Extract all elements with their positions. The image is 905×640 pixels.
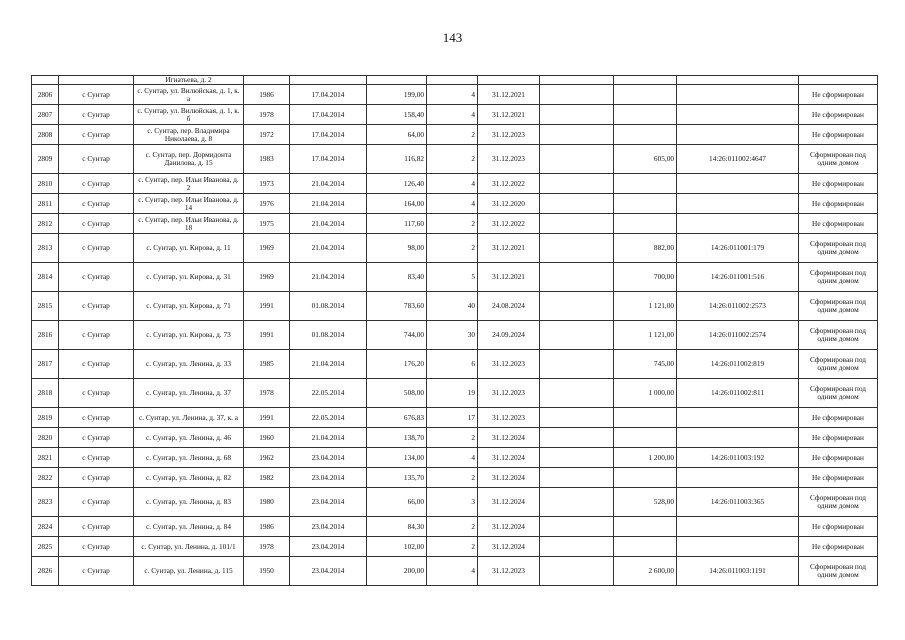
cell-status: Сформирован под одним домом <box>799 557 878 586</box>
cell-area: 508,00 <box>367 379 427 408</box>
cell-status: Не сформирован <box>799 468 878 488</box>
cell-cadastral <box>677 105 799 125</box>
cell-year: 1991 <box>244 321 290 350</box>
cell-deadline: 31.12.2023 <box>478 379 540 408</box>
cell-cadastral <box>677 125 799 145</box>
cell-cost <box>614 428 677 448</box>
cell-status: Сформирован под одним домом <box>799 234 878 263</box>
cell-number: 2819 <box>32 408 59 428</box>
cell-settlement: с Сунтар <box>59 379 134 408</box>
cell-floors: 30 <box>427 321 478 350</box>
cell-area: 134,00 <box>367 448 427 468</box>
cell-deadline: 31.12.2023 <box>478 408 540 428</box>
cell-empty <box>540 537 614 557</box>
cell-date: 21.04.2014 <box>290 214 367 234</box>
cell-cadastral: 14:26:011002:4647 <box>677 145 799 174</box>
cell-floors: 3 <box>427 488 478 517</box>
cell-cost <box>614 517 677 537</box>
cell-cost <box>614 468 677 488</box>
cell-empty <box>540 321 614 350</box>
cell-date: 23.04.2014 <box>290 488 367 517</box>
table-row <box>32 379 878 408</box>
cell-floors: 2 <box>427 468 478 488</box>
cell-date: 21.04.2014 <box>290 194 367 214</box>
cell-area: 199,00 <box>367 85 427 105</box>
table-row <box>32 517 878 537</box>
cell-floors: 2 <box>427 234 478 263</box>
cell-settlement <box>59 76 134 85</box>
cell-deadline: 31.12.2023 <box>478 145 540 174</box>
cell-status: Сформирован под одним домом <box>799 145 878 174</box>
cell-date: 21.04.2014 <box>290 428 367 448</box>
cell-status: Не сформирован <box>799 214 878 234</box>
table-row <box>32 214 878 234</box>
cell-address: с. Сунтар, пер. Ильи Иванова, д. 18 <box>134 214 244 234</box>
table-row <box>32 125 878 145</box>
cell-status: Сформирован под одним домом <box>799 321 878 350</box>
cell-area: 744,00 <box>367 321 427 350</box>
cell-cost <box>614 214 677 234</box>
cell-year: 1962 <box>244 448 290 468</box>
cell-settlement: с Сунтар <box>59 194 134 214</box>
cell-year: 1975 <box>244 214 290 234</box>
cell-empty <box>540 468 614 488</box>
cell-date: 23.04.2014 <box>290 557 367 586</box>
cell-cadastral <box>677 517 799 537</box>
cell-settlement: с Сунтар <box>59 557 134 586</box>
cell-empty <box>540 557 614 586</box>
cell-area: 138,70 <box>367 428 427 448</box>
cell-status: Не сформирован <box>799 408 878 428</box>
cell-cost <box>614 537 677 557</box>
cell-cost: 882,00 <box>614 234 677 263</box>
cell-address: с. Сунтар, ул. Вилюйская, д. 1, к. а <box>134 85 244 105</box>
table-row <box>32 234 878 263</box>
cell-date: 17.04.2014 <box>290 105 367 125</box>
table-row <box>32 145 878 174</box>
cell-area: 116,82 <box>367 145 427 174</box>
table-row <box>32 350 878 379</box>
cell-number: 2820 <box>32 428 59 448</box>
cell-address: с. Сунтар, ул. Ленина, д. 115 <box>134 557 244 586</box>
cell-cost <box>614 85 677 105</box>
cell-address: с. Сунтар, ул. Ленина, д. 37 <box>134 379 244 408</box>
cell-number: 2824 <box>32 517 59 537</box>
cell-status: Не сформирован <box>799 537 878 557</box>
cell-address: с. Сунтар, ул. Ленина, д. 83 <box>134 488 244 517</box>
cell-settlement: с Сунтар <box>59 263 134 292</box>
cell-area: 176,20 <box>367 350 427 379</box>
cell-status: Не сформирован <box>799 125 878 145</box>
cell-number: 2807 <box>32 105 59 125</box>
cell-area: 126,40 <box>367 174 427 194</box>
table-body <box>32 76 878 586</box>
table-row <box>32 263 878 292</box>
table-row <box>32 76 878 85</box>
cell-settlement: с Сунтар <box>59 448 134 468</box>
cell-status: Не сформирован <box>799 448 878 468</box>
cell-cadastral: 14:26:011003:192 <box>677 448 799 468</box>
cell-status: Сформирован под одним домом <box>799 379 878 408</box>
cell-settlement: с Сунтар <box>59 125 134 145</box>
cell-cadastral: 14:26:011002:811 <box>677 379 799 408</box>
cell-cadastral: 14:26:011003:365 <box>677 488 799 517</box>
cell-deadline: 31.12.2023 <box>478 557 540 586</box>
cell-settlement: с Сунтар <box>59 428 134 448</box>
cell-deadline: 31.12.2024 <box>478 517 540 537</box>
cell-year: 1969 <box>244 263 290 292</box>
cell-number: 2812 <box>32 214 59 234</box>
cell-date: 23.04.2014 <box>290 448 367 468</box>
cell-status: Не сформирован <box>799 517 878 537</box>
cell-cost: 1 200,00 <box>614 448 677 468</box>
cell-deadline: 31.12.2021 <box>478 105 540 125</box>
cell-address: с. Сунтар, ул. Ленина, д. 84 <box>134 517 244 537</box>
cell-empty <box>540 234 614 263</box>
cell-cost: 1 121,00 <box>614 292 677 321</box>
cell-year: 1969 <box>244 234 290 263</box>
cell-settlement: с Сунтар <box>59 292 134 321</box>
cell-number: 2825 <box>32 537 59 557</box>
cell-cadastral <box>677 408 799 428</box>
cell-year: 1978 <box>244 379 290 408</box>
table-row <box>32 105 878 125</box>
cell-year: 1972 <box>244 125 290 145</box>
cell-floors: 4 <box>427 105 478 125</box>
cell-cost: 700,00 <box>614 263 677 292</box>
cell-number: 2813 <box>32 234 59 263</box>
cell-settlement: с Сунтар <box>59 85 134 105</box>
cell-date: 01.08.2014 <box>290 321 367 350</box>
cell-area: 676,83 <box>367 408 427 428</box>
cell-cadastral: 14:26:011001:516 <box>677 263 799 292</box>
table-row <box>32 321 878 350</box>
cell-year: 1982 <box>244 468 290 488</box>
cell-cadastral: 14:26:011002:2574 <box>677 321 799 350</box>
cell-number: 2810 <box>32 174 59 194</box>
cell-date: 23.04.2014 <box>290 537 367 557</box>
cell-cost: 605,00 <box>614 145 677 174</box>
cell-empty <box>540 85 614 105</box>
cell-empty <box>540 174 614 194</box>
cell-floors: 4 <box>427 194 478 214</box>
cell-deadline: 31.12.2024 <box>478 428 540 448</box>
cell-floors: 2 <box>427 214 478 234</box>
cell-number: 2806 <box>32 85 59 105</box>
cell-settlement: с Сунтар <box>59 537 134 557</box>
cell-cost <box>614 105 677 125</box>
cell-empty <box>540 488 614 517</box>
table-row <box>32 428 878 448</box>
cell-empty <box>540 428 614 448</box>
cell-number: 2815 <box>32 292 59 321</box>
cell-address: с. Сунтар, ул. Ленина, д. 37, к. а <box>134 408 244 428</box>
cell-floors: 2 <box>427 145 478 174</box>
cell-settlement: с Сунтар <box>59 408 134 428</box>
cell-address: с. Сунтар, ул. Ленина, д. 68 <box>134 448 244 468</box>
cell-area: 64,00 <box>367 125 427 145</box>
cell-floors: 4 <box>427 557 478 586</box>
cell-cost: 528,00 <box>614 488 677 517</box>
cell-floors: 2 <box>427 428 478 448</box>
cell-floors: 2 <box>427 537 478 557</box>
cell-date: 22.05.2014 <box>290 379 367 408</box>
cell-number: 2823 <box>32 488 59 517</box>
cell-deadline: 31.12.2020 <box>478 194 540 214</box>
cell-area: 83,40 <box>367 263 427 292</box>
cell-area: 66,00 <box>367 488 427 517</box>
cell-year <box>244 76 290 85</box>
cell-date <box>290 76 367 85</box>
cell-area: 84,30 <box>367 517 427 537</box>
cell-number: 2814 <box>32 263 59 292</box>
cell-cadastral <box>677 174 799 194</box>
cell-number: 2817 <box>32 350 59 379</box>
cell-year: 1978 <box>244 537 290 557</box>
table-row <box>32 292 878 321</box>
cell-date: 21.04.2014 <box>290 350 367 379</box>
cell-empty <box>540 350 614 379</box>
cell-cost <box>614 194 677 214</box>
cell-cadastral: 14:26:011003:1191 <box>677 557 799 586</box>
cell-cadastral <box>677 194 799 214</box>
table-row <box>32 408 878 428</box>
cell-cost: 1 121,00 <box>614 321 677 350</box>
table-row <box>32 537 878 557</box>
cell-address: с. Сунтар, ул. Ленина, д. 46 <box>134 428 244 448</box>
cell-number: 2811 <box>32 194 59 214</box>
cell-settlement: с Сунтар <box>59 488 134 517</box>
cell-address: с. Сунтар, ул. Вилюйская, д. 1, к. б <box>134 105 244 125</box>
cell-deadline: 31.12.2024 <box>478 448 540 468</box>
cell-address: с. Сунтар, ул. Кирова, д. 73 <box>134 321 244 350</box>
cell-cadastral <box>677 428 799 448</box>
cell-number: 2821 <box>32 448 59 468</box>
cell-cadastral <box>677 214 799 234</box>
cell-status: Не сформирован <box>799 85 878 105</box>
cell-status <box>799 76 878 85</box>
cell-floors: 2 <box>427 517 478 537</box>
cell-date: 17.04.2014 <box>290 85 367 105</box>
cell-deadline: 31.12.2024 <box>478 468 540 488</box>
cell-floors: 19 <box>427 379 478 408</box>
cell-floors: 5 <box>427 263 478 292</box>
cell-cadastral <box>677 85 799 105</box>
cell-deadline: 31.12.2021 <box>478 263 540 292</box>
cell-address: с. Сунтар, ул. Кирова, д. 11 <box>134 234 244 263</box>
cell-cadastral: 14:26:011002:819 <box>677 350 799 379</box>
cell-cadastral: 14:26:011001:179 <box>677 234 799 263</box>
housing-registry-table <box>31 75 878 586</box>
table-row <box>32 488 878 517</box>
cell-date: 17.04.2014 <box>290 125 367 145</box>
cell-year: 1991 <box>244 408 290 428</box>
cell-number: 2809 <box>32 145 59 174</box>
cell-deadline <box>478 76 540 85</box>
cell-date: 21.04.2014 <box>290 234 367 263</box>
cell-floors: 4 <box>427 174 478 194</box>
cell-deadline: 31.12.2024 <box>478 488 540 517</box>
cell-area: 135,70 <box>367 468 427 488</box>
cell-cost <box>614 125 677 145</box>
cell-deadline: 31.12.2024 <box>478 537 540 557</box>
cell-cadastral <box>677 468 799 488</box>
cell-year: 1991 <box>244 292 290 321</box>
cell-floors: 2 <box>427 125 478 145</box>
cell-number: 2816 <box>32 321 59 350</box>
cell-year: 1976 <box>244 194 290 214</box>
cell-cadastral <box>677 537 799 557</box>
cell-number: 2818 <box>32 379 59 408</box>
cell-year: 1985 <box>244 350 290 379</box>
cell-settlement: с Сунтар <box>59 517 134 537</box>
cell-empty <box>540 517 614 537</box>
cell-address: с. Сунтар, ул. Кирова, д. 71 <box>134 292 244 321</box>
cell-number: 2826 <box>32 557 59 586</box>
cell-year: 1978 <box>244 105 290 125</box>
cell-deadline: 31.12.2021 <box>478 85 540 105</box>
cell-settlement: с Сунтар <box>59 468 134 488</box>
cell-address: с. Сунтар, пер. Ильи Иванова, д. 14 <box>134 194 244 214</box>
cell-address: с. Сунтар, ул. Ленина, д. 82 <box>134 468 244 488</box>
cell-date: 22.05.2014 <box>290 408 367 428</box>
cell-date: 21.04.2014 <box>290 263 367 292</box>
cell-deadline: 31.12.2023 <box>478 350 540 379</box>
cell-status: Сформирован под одним домом <box>799 292 878 321</box>
cell-floors: 17 <box>427 408 478 428</box>
cell-year: 1986 <box>244 517 290 537</box>
cell-area <box>367 76 427 85</box>
cell-area: 783,60 <box>367 292 427 321</box>
cell-status: Не сформирован <box>799 194 878 214</box>
cell-cost: 1 000,00 <box>614 379 677 408</box>
cell-empty <box>540 105 614 125</box>
cell-area: 200,00 <box>367 557 427 586</box>
cell-settlement: с Сунтар <box>59 174 134 194</box>
cell-empty <box>540 448 614 468</box>
cell-cost <box>614 76 677 85</box>
cell-year: 1983 <box>244 145 290 174</box>
cell-deadline: 24.08.2024 <box>478 292 540 321</box>
cell-empty <box>540 408 614 428</box>
table-row <box>32 85 878 105</box>
cell-empty <box>540 145 614 174</box>
cell-area: 158,40 <box>367 105 427 125</box>
cell-area: 164,00 <box>367 194 427 214</box>
cell-empty <box>540 379 614 408</box>
cell-address: с. Сунтар, пер. Дормидонта Данилова, д. 15 <box>134 145 244 174</box>
cell-empty <box>540 292 614 321</box>
cell-status: Не сформирован <box>799 174 878 194</box>
cell-year: 1980 <box>244 488 290 517</box>
cell-deadline: 31.12.2022 <box>478 174 540 194</box>
cell-date: 17.04.2014 <box>290 145 367 174</box>
cell-status: Не сформирован <box>799 428 878 448</box>
cell-settlement: с Сунтар <box>59 145 134 174</box>
cell-number: 2808 <box>32 125 59 145</box>
cell-address: с. Сунтар, пер. Ильи Иванова, д. 2 <box>134 174 244 194</box>
cell-address: с. Сунтар, ул. Кирова, д. 31 <box>134 263 244 292</box>
cell-year: 1960 <box>244 428 290 448</box>
cell-address: с. Сунтар, ул. Ленина, д. 33 <box>134 350 244 379</box>
cell-status: Сформирован под одним домом <box>799 488 878 517</box>
table-row <box>32 194 878 214</box>
cell-date: 23.04.2014 <box>290 517 367 537</box>
cell-settlement: с Сунтар <box>59 350 134 379</box>
cell-status: Не сформирован <box>799 105 878 125</box>
cell-floors: 6 <box>427 350 478 379</box>
cell-empty <box>540 214 614 234</box>
table-row <box>32 174 878 194</box>
cell-settlement: с Сунтар <box>59 321 134 350</box>
table-row <box>32 448 878 468</box>
cell-number: 2822 <box>32 468 59 488</box>
cell-year: 1986 <box>244 85 290 105</box>
table-row <box>32 468 878 488</box>
cell-area: 98,00 <box>367 234 427 263</box>
cell-deadline: 31.12.2022 <box>478 214 540 234</box>
cell-cost: 745,00 <box>614 350 677 379</box>
cell-cost <box>614 408 677 428</box>
cell-floors: 4 <box>427 85 478 105</box>
cell-floors: 40 <box>427 292 478 321</box>
cell-deadline: 31.12.2021 <box>478 234 540 263</box>
cell-year: 1973 <box>244 174 290 194</box>
cell-address: с. Сунтар, пер. Владимира Николаева, д. 8 <box>134 125 244 145</box>
cell-cadastral <box>677 76 799 85</box>
cell-settlement: с Сунтар <box>59 234 134 263</box>
cell-date: 21.04.2014 <box>290 174 367 194</box>
cell-address: с. Сунтар, ул. Ленина, д. 101/1 <box>134 537 244 557</box>
cell-area: 102,00 <box>367 537 427 557</box>
cell-address: Игнатьева, д. 2 <box>134 76 244 85</box>
cell-area: 117,60 <box>367 214 427 234</box>
cell-status: Сформирован под одним домом <box>799 350 878 379</box>
cell-settlement: с Сунтар <box>59 105 134 125</box>
cell-number <box>32 76 59 85</box>
cell-year: 1950 <box>244 557 290 586</box>
cell-cadastral: 14:26:011002:2573 <box>677 292 799 321</box>
cell-status: Сформирован под одним домом <box>799 263 878 292</box>
page-number: 143 <box>442 30 463 45</box>
cell-empty <box>540 125 614 145</box>
cell-empty <box>540 76 614 85</box>
cell-floors: 4 <box>427 448 478 468</box>
cell-deadline: 31.12.2023 <box>478 125 540 145</box>
cell-floors <box>427 76 478 85</box>
cell-empty <box>540 194 614 214</box>
cell-settlement: с Сунтар <box>59 214 134 234</box>
cell-cost: 2 600,00 <box>614 557 677 586</box>
cell-date: 23.04.2014 <box>290 468 367 488</box>
cell-deadline: 24.09.2024 <box>478 321 540 350</box>
cell-empty <box>540 263 614 292</box>
table-row <box>32 557 878 586</box>
cell-cost <box>614 174 677 194</box>
cell-date: 01.08.2014 <box>290 292 367 321</box>
